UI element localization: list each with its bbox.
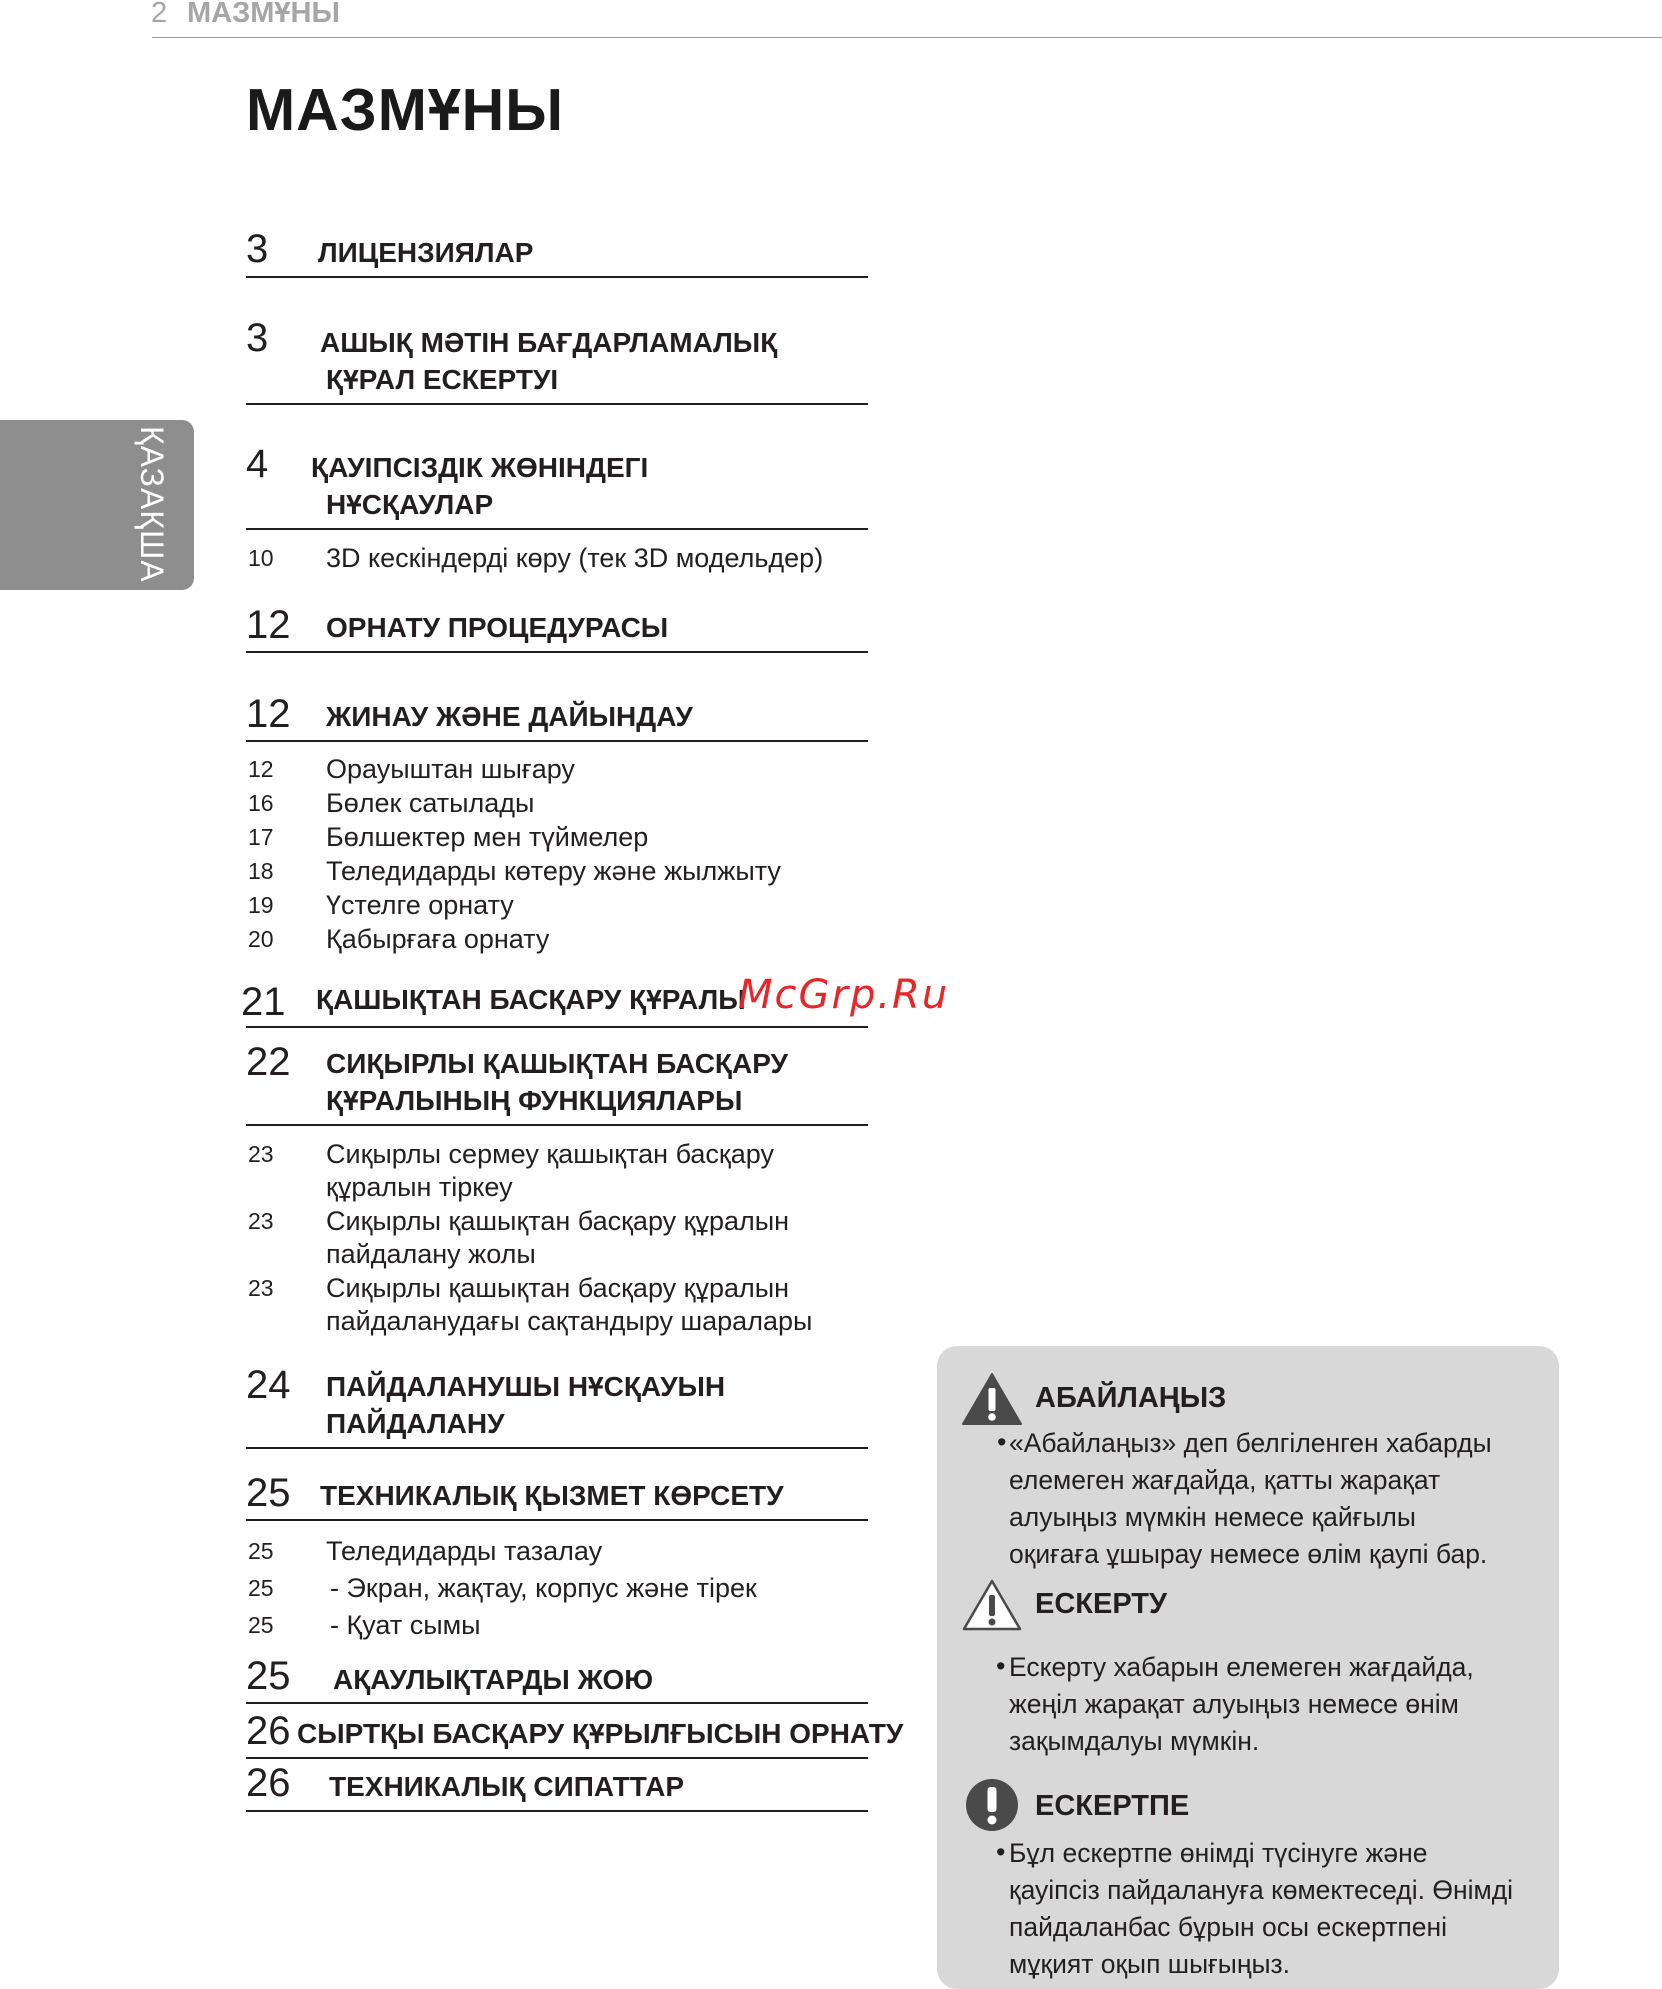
toc-subsection-page: 25 — [248, 1575, 274, 1601]
toc-subsection-title-line2[interactable]: құралын тіркеу — [326, 1172, 513, 1202]
toc-section-title[interactable]: СИҚЫРЛЫ ҚАШЫҚТАН БАСҚАРУ — [326, 1048, 788, 1079]
toc-subsection-page: 23 — [248, 1141, 274, 1167]
toc-subsection-page: 12 — [248, 756, 274, 782]
toc-subsection-title[interactable]: Теледидарды тазалау — [326, 1536, 603, 1566]
header-page-number: 2 — [151, 0, 168, 29]
toc-subsection-title[interactable]: Орауыштан шығару — [326, 754, 575, 784]
toc-subsection-title[interactable]: Бөлек сатылады — [326, 788, 535, 818]
watermark: McGrp.Ru — [738, 972, 950, 1018]
toc-subsection-title-line2[interactable]: пайдаланудағы сақтандыру шаралары — [326, 1306, 813, 1336]
toc-rule — [246, 740, 868, 742]
toc-section-title[interactable]: ЖИНАУ ЖӘНЕ ДАЙЫНДАУ — [326, 701, 693, 732]
toc-subsection-title[interactable]: Сиқырлы қашықтан басқару құралын — [326, 1206, 790, 1236]
note-line: жеңіл жарақат алуыңыз немесе өнім — [1009, 1689, 1459, 1719]
note-line: елемеген жағдайда, қатты жарақат — [1009, 1465, 1441, 1495]
toc-subsection-page: 19 — [248, 892, 274, 918]
toc-section-title[interactable]: ТЕХНИКАЛЫҚ СИПАТТАР — [329, 1771, 685, 1802]
note-title: АБАЙЛАҢЫЗ — [1035, 1382, 1227, 1414]
note-line: алуыңыз мүмкін немесе қайғылы — [1009, 1502, 1416, 1532]
toc-rule — [246, 403, 868, 405]
note-title: ЕСКЕРТУ — [1035, 1588, 1168, 1620]
page-title: МАЗМҰНЫ — [246, 77, 565, 143]
toc-subsection-title[interactable]: - Экран, жақтау, корпус және тірек — [330, 1573, 757, 1603]
toc-section-page: 24 — [246, 1363, 291, 1407]
note-line: зақымдалуы мүмкін. — [1009, 1726, 1260, 1756]
note-line: «Абайлаңыз» деп белгіленген хабарды — [1009, 1428, 1492, 1458]
note-bullet: • — [996, 1651, 1006, 1681]
toc-subsection-title[interactable]: Қабырғаға орнату — [326, 924, 550, 954]
toc-section-page: 21 — [241, 980, 286, 1024]
warning-filled-icon — [961, 1372, 1023, 1426]
exclamation-circle-icon — [965, 1778, 1019, 1832]
note-line: қауіпсіз пайдалануға көмектеседі. Өнімді — [1009, 1875, 1514, 1905]
toc-subsection-page: 17 — [248, 824, 274, 850]
toc-subsection-title[interactable]: - Қуат сымы — [330, 1610, 481, 1640]
toc-section-page: 25 — [246, 1654, 291, 1698]
toc-subsection-page: 25 — [248, 1612, 274, 1638]
toc-section-page: 12 — [246, 692, 291, 736]
toc-section-title[interactable]: АҚАУЛЫҚТАРДЫ ЖОЮ — [333, 1664, 654, 1695]
toc-subsection-title[interactable]: Бөлшектер мен түймелер — [326, 822, 649, 852]
toc-section-title[interactable]: ҚАУІПСІЗДІК ЖӨНІНДЕГІ — [311, 452, 649, 483]
toc-rule — [246, 1124, 868, 1126]
note-bullet: • — [996, 1837, 1006, 1867]
toc-section-page: 4 — [246, 442, 269, 486]
toc-rule — [246, 1026, 868, 1028]
toc-subsection-page: 18 — [248, 858, 274, 884]
toc-section-title-line2[interactable]: НҰСҚАУЛАР — [326, 489, 494, 520]
toc-rule — [246, 276, 868, 278]
toc-rule — [246, 1519, 868, 1521]
note-line: Бұл ескертпе өнімді түсінуге және — [1009, 1838, 1428, 1868]
toc-rule — [246, 1447, 868, 1449]
toc-subsection-page: 10 — [248, 545, 274, 571]
toc-subsection-page: 23 — [248, 1208, 274, 1234]
toc-rule — [246, 1702, 868, 1704]
toc-section-title[interactable]: АШЫҚ МӘТІН БАҒДАРЛАМАЛЫҚ — [320, 327, 778, 358]
toc-subsection-title[interactable]: Сиқырлы сермеу қашықтан басқару — [326, 1139, 774, 1169]
header-title: МАЗМҰНЫ — [187, 0, 340, 29]
toc-section-title[interactable]: СЫРТҚЫ БАСҚАРУ ҚҰРЫЛҒЫСЫН ОРНАТУ — [297, 1718, 904, 1749]
toc-section-page: 3 — [246, 316, 269, 360]
toc-section-title[interactable]: ЛИЦЕНЗИЯЛАР — [318, 237, 534, 268]
toc-section-page: 26 — [246, 1761, 291, 1805]
toc-subsection-title[interactable]: 3D кескіндерді көру (тек 3D модельдер) — [326, 543, 824, 573]
toc-rule — [246, 1757, 868, 1759]
caution-outline-icon — [961, 1578, 1023, 1632]
toc-section-title[interactable]: ҚАШЫҚТАН БАСҚАРУ ҚҰРАЛЫ — [316, 984, 746, 1015]
note-title: ЕСКЕРТПЕ — [1035, 1790, 1190, 1822]
toc-section-title-line2[interactable]: ҚҰРАЛ ЕСКЕРТУІ — [326, 364, 559, 395]
toc-rule — [246, 651, 868, 653]
toc-section-page: 25 — [246, 1471, 291, 1515]
note-line: оқиғаға ұшырау немесе өлім қаупі бар. — [1009, 1539, 1488, 1569]
note-line: Ескерту хабарын елемеген жағдайда, — [1009, 1652, 1474, 1682]
toc-subsection-title-line2[interactable]: пайдалану жолы — [326, 1239, 536, 1269]
toc-subsection-page: 16 — [248, 790, 274, 816]
toc-section-title-line2[interactable]: ҚҰРАЛЫНЫҢ ФУНКЦИЯЛАРЫ — [326, 1085, 743, 1116]
notes-box — [937, 1346, 1559, 1989]
toc-section-page: 26 — [246, 1709, 291, 1753]
note-line: пайдаланбас бұрын осы ескертпені — [1009, 1912, 1447, 1942]
toc-section-title-line2[interactable]: ПАЙДАЛАНУ — [326, 1408, 505, 1439]
note-line: мұқият оқып шығыңыз. — [1009, 1949, 1291, 1979]
toc-section-title[interactable]: ПАЙДАЛАНУШЫ НҰСҚАУЫН — [326, 1371, 726, 1402]
note-bullet: • — [997, 1427, 1007, 1457]
toc-subsection-page: 20 — [248, 926, 274, 952]
toc-section-page: 3 — [246, 227, 269, 271]
toc-section-page: 12 — [246, 603, 291, 647]
toc-subsection-title[interactable]: Сиқырлы қашықтан басқару құралын — [326, 1273, 790, 1303]
toc-subsection-page: 25 — [248, 1538, 274, 1564]
toc-subsection-title[interactable]: Үстелге орнату — [326, 890, 514, 920]
toc-section-page: 22 — [246, 1040, 291, 1084]
header-rule — [152, 37, 1662, 38]
toc-section-title[interactable]: ОРНАТУ ПРОЦЕДУРАСЫ — [326, 612, 669, 643]
toc-subsection-page: 23 — [248, 1275, 274, 1301]
toc-rule — [246, 528, 868, 530]
toc-subsection-title[interactable]: Теледидарды көтеру және жылжыту — [326, 856, 781, 886]
toc-rule — [246, 1810, 868, 1812]
toc-section-title[interactable]: ТЕХНИКАЛЫҚ ҚЫЗМЕТ КӨРСЕТУ — [320, 1480, 784, 1511]
language-tab-label: ҚАЗАҚША — [134, 426, 170, 583]
